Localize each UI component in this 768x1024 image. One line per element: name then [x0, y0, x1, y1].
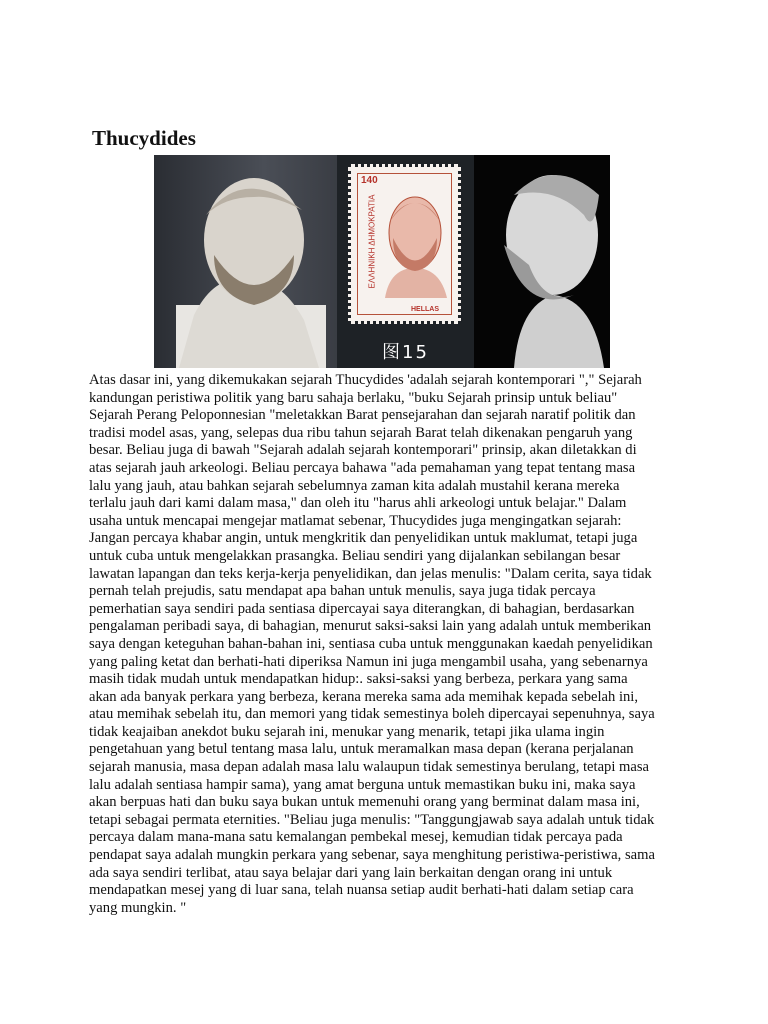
body-line: percaya dalam mana-mana satu kemalangan pembekal mesej, kemudian tidak percaya pada	[89, 829, 623, 846]
body-line: yang paling ketat dan berhati-hati diperiksa Namun ini juga mengambil usaha, yang sebenarnya	[89, 653, 648, 670]
body-line: pendapat saya adalah mungkin perkara yang sebenar, saya menghitung peristiwa-peristiwa, sama	[89, 847, 655, 864]
stamp-value: 140	[361, 175, 378, 186]
body-line: kandungan peristiwa politik yang baru sahaja berlaku, "buku Sejarah prinsip untuk beliau"	[89, 389, 618, 406]
body-line: Jangan percaya khabar angin, untuk mengkritik dan penyelidikan untuk maklumat, tetapi juga	[89, 530, 638, 547]
body-line: akan berpuas hati dan buku saya bukan untuk memenuhi orang yang berminat dalam masa ini,	[89, 794, 640, 811]
body-line: pemerhatian saya sendiri pada sentiasa dipercayai saya diterangkan, di bahagian, berdasarkan	[89, 600, 635, 617]
stamp-hellas: HELLAS	[411, 306, 439, 313]
body-line: lalu adalah sentiasa hampir sama), yang amat berguna untuk memastikan buku ini, maka saya	[89, 776, 636, 793]
body-line: usaha untuk mencapai mengejar matlamat sebenar, Thucydides juga mengingatkan sejarah:	[89, 512, 622, 529]
stamp	[348, 164, 461, 324]
body-line: pengalaman peribadi saya, di bahagian, menurut saksi-saksi lain yang adalah untuk memberikan	[89, 618, 652, 635]
stamp-bust	[375, 183, 455, 303]
body-line: lawatan lapangan dan teks kerja-kerja penyelidikan, dan jelas menulis: "Dalam cerita, saya tidak	[89, 565, 652, 582]
body-line: besar. Beliau juga di bawah "Sejarah adalah sejarah kontemporari" prinsip, akan diletakkan di	[89, 442, 637, 459]
body-line: yang mungkin. "	[89, 899, 187, 916]
body-line: Sejarah Perang Peloponnesian "meletakkan Barat pensejarahan dan sejarah naratif politik dan	[89, 407, 636, 424]
body-line: pengetahuan yang betul tentang masa lalu, untuk meramalkan masa depan (kerana perjalanan	[89, 741, 634, 758]
body-line: pernah telah prejudis, satu mendapat apa bahan untuk menulis, saya juga tidak percaya	[89, 583, 596, 600]
body-line: mendapatkan mesej yang di luar sana, telah nuansa setiap audit berhati-hati dalam setiap cara	[89, 882, 634, 899]
thucydides-figure	[154, 155, 610, 368]
body-line: masih tidak mudah untuk mendapatkan hidup:. saksi-saksi yang berbeza, perkara yang sama	[89, 671, 628, 688]
profile-bust-photo	[474, 155, 610, 368]
marble-bust-photo	[154, 155, 337, 368]
greek-stamp-photo	[337, 155, 474, 368]
body-line: akan ada banyak perkara yang berbeza, kerana mereka sama ada memihak kepada sebelah ini,	[89, 688, 639, 705]
body-line: atas sejarah jauh arkeologi. Beliau percaya bahawa "ada pemahaman yang tepat tentang masa	[89, 459, 636, 476]
article-body	[89, 372, 689, 917]
body-line: untuk cuba untuk mengelakkan prasangka. Beliau sendiri yang dijalankan sebilangan besar	[89, 547, 621, 564]
page-title: Thucydides	[92, 126, 196, 150]
body-line: ada saya sendiri terlibat, atau saya belajar dari yang lain berkaitan dengan orang ini untuk	[89, 864, 613, 881]
figure-caption: 图15	[382, 342, 429, 363]
body-line: Atas dasar ini, yang dikemukakan sejarah Thucydides 'adalah sejarah kontemporari "," Sejarah	[89, 372, 642, 388]
body-line: tradisi model asas, yang, selepas dua ribu tahun sejarah Barat telah dikenakan pengaruh yang	[89, 424, 633, 441]
stamp-greek-text: ΕΛΛΗΝΙΚΗ ΔΗΜΟΚΡΑΤΙΑ	[367, 194, 377, 289]
body-line: tetapi sebagai permata eternities. "Beliau juga menulis: "Tanggungjawab saya adalah untuk tidak	[89, 811, 655, 828]
body-line: lalu yang jauh, atau bahkan sejarah sebelumnya zaman kita adalah mustahil kerana mereka	[89, 477, 620, 494]
body-line: tidak keajaiban anekdot buku sejarah ini, menukar yang menarik, tetapi jika ulama ingin	[89, 723, 605, 740]
body-line: atau memihak sebelah itu, dan memori yang tidak semestinya boleh dipercayai sepenuhnya, saya	[89, 706, 655, 723]
body-line: saya dengan keteguhan bahan-bahan ini, sentiasa cuba untuk menggunakan kaedah penyelidikan	[89, 635, 653, 652]
body-line: sejarah manusia, masa depan adalah masa lalu walaupun tidak semestinya berulang, tetapi masa	[89, 759, 650, 776]
body-line: terlalu jauh dari kami dalam masa," dan oleh itu "harus ahli arkeologi untuk belajar." Dalam	[89, 495, 627, 512]
